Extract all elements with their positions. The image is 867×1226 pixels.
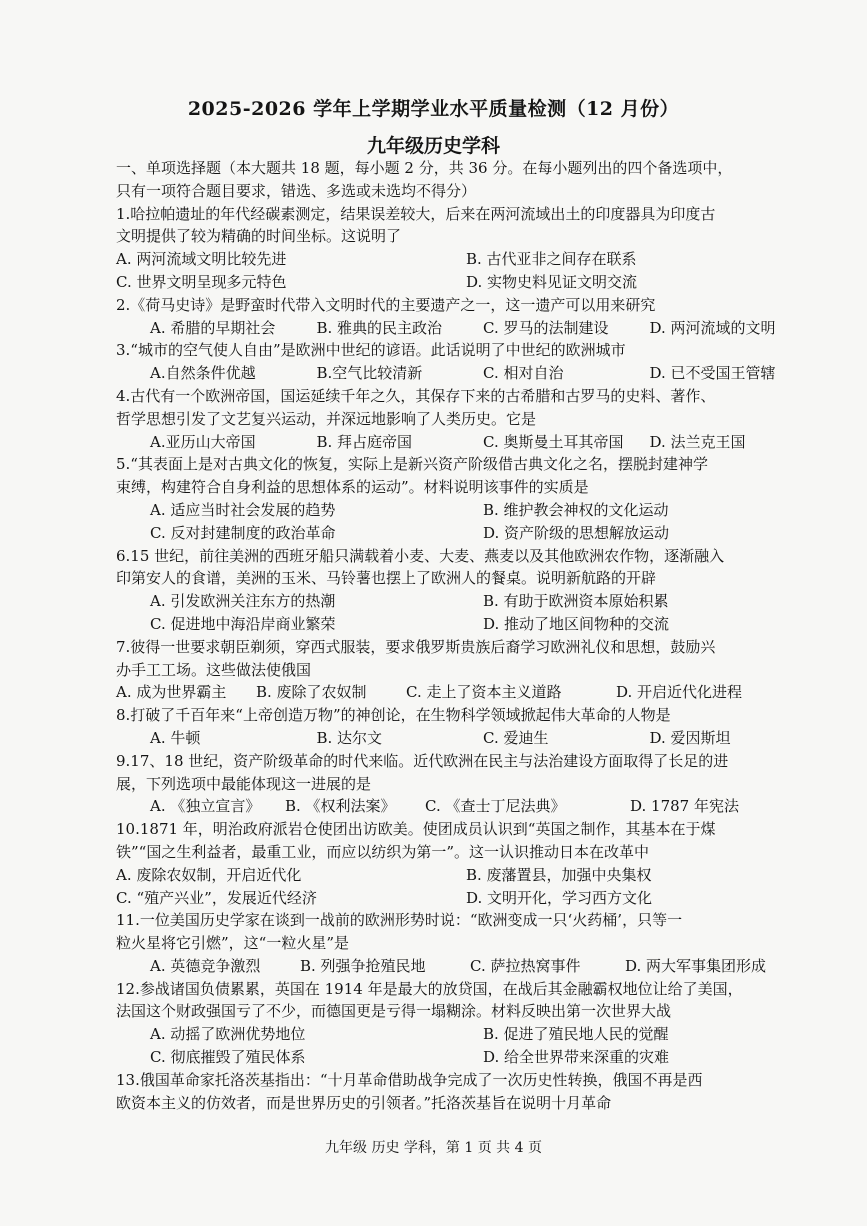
option-c: C. 爱迪生: [483, 728, 549, 747]
question-text: 印第安人的食谱，美洲的玉米、马铃薯也摆上了欧洲人的餐桌。说明新航路的开辟: [116, 569, 657, 588]
question-text: 文明提供了较为精确的时间坐标。这说明了: [116, 227, 402, 246]
question-4: [116, 385, 816, 453]
question-text: 铁”“国之生利益者，最重工业，而应以纺织为第一”。这一认识推动日本在改革中: [116, 842, 650, 861]
option-a: A. 适应当时社会发展的趋势: [150, 500, 336, 519]
option-d: D. 给全世界带来深重的灾难: [483, 1048, 670, 1067]
question-9: [116, 750, 816, 818]
question-12: [116, 978, 816, 1069]
question-text: 办手工工场。这些做法使俄国: [116, 660, 312, 679]
option-d: D. 两河流域的文明: [649, 318, 776, 337]
option-b: B. 列强争抢殖民地: [300, 956, 426, 975]
option-a: A. 英德竞争激烈: [150, 956, 261, 975]
question-text: 10.1871 年，明治政府派岩仓使团出访欧美。使团成员认识到“英国之制作，其基本在于煤: [116, 820, 716, 839]
options-row: [116, 955, 816, 978]
question-text: 哲学思想引发了文艺复兴运动，并深远地影响了人类历史。它是: [116, 409, 537, 428]
options-row: [116, 727, 816, 750]
options-row: [116, 795, 816, 818]
question-text: 束缚，构建符合自身利益的思想体系的运动”。材料说明该事件的实质是: [116, 478, 589, 497]
option-b: B. 促进了殖民地人民的觉醒: [483, 1025, 669, 1044]
question-text: 13.俄国革命家托洛茨基指出：“十月革命借助战争完成了一次历史性转换，俄国不再是西: [116, 1070, 703, 1089]
option-d: D. 法兰克王国: [649, 432, 746, 451]
question-text: 7.彼得一世要求朝臣剃须，穿西式服装，要求俄罗斯贵族后裔学习欧洲礼仪和思想，鼓励兴: [116, 637, 716, 656]
option-c: C. 世界文明呈现多元特色: [116, 272, 287, 291]
option-c: C. 罗马的法制建设: [483, 318, 609, 337]
option-d: D. 开启近代化进程: [616, 683, 743, 702]
option-a: A. 希腊的早期社会: [150, 318, 276, 337]
question-1: [116, 203, 816, 294]
option-c: C. 促进地中海沿岸商业繁荣: [150, 614, 336, 633]
options-row: [116, 431, 816, 454]
question-text: 粒火星将它引燃”，这“一粒火星”是: [116, 934, 350, 953]
option-a: A. 引发欧洲关注东方的热潮: [150, 592, 336, 611]
option-a: A. 《独立宣言》: [150, 797, 261, 816]
option-c: C. 《查士丁尼法典》: [425, 797, 566, 816]
option-b: B. 雅典的民主政治: [316, 318, 443, 337]
option-a: A.亚历山大帝国: [150, 432, 256, 451]
question-5: [116, 453, 816, 544]
option-d: D. 文明开化，学习西方文化: [466, 888, 653, 907]
option-b: B. 有助于欧洲资本原始积累: [483, 592, 669, 611]
options-row: [116, 248, 816, 271]
option-b: B. 达尔文: [316, 728, 383, 747]
question-text: 6.15 世纪，前往美洲的西班牙船只满载着小麦、大麦、燕麦以及其他欧洲农作物，逐渐融入: [116, 546, 725, 565]
option-a: A. 动摇了欧洲优势地位: [150, 1025, 306, 1044]
option-b: B.空气比较清新: [316, 364, 423, 383]
question-text: 12.参战诸国负债累累，英国在 1914 年是最大的放贷国，在战后其金融霸权地位让给了美国，: [116, 979, 743, 998]
options-row: [116, 1046, 816, 1069]
question-text: 3.“城市的空气使人自由”是欧洲中世纪的谚语。此话说明了中世纪的欧洲城市: [116, 341, 626, 360]
option-c: C. 相对自治: [483, 364, 564, 383]
option-b: B. 维护教会神权的文化运动: [483, 500, 669, 519]
question-text: 4.古代有一个欧洲帝国，国运延续千年之久，其保存下来的古希腊和古罗马的史料、著作、: [116, 386, 716, 405]
question-13: [116, 1069, 816, 1115]
question-10: [116, 818, 816, 909]
question-text: 欧资本主义的仿效者，而是世界历史的引领者。”托洛茨基旨在说明十月革命: [116, 1093, 612, 1112]
question-text: 11.一位美国历史学家在谈到一战前的欧洲形势时说：“欧洲变成一只‘火药桶’，只等一: [116, 911, 683, 930]
question-2: [116, 294, 816, 340]
option-a: A. 牛顿: [150, 728, 201, 747]
option-a: A. 两河流域文明比较先进: [116, 250, 287, 269]
options-row: [116, 499, 816, 522]
option-a: A.自然条件优越: [150, 364, 256, 383]
question-text: 5.“其表面上是对古典文化的恢复，实际上是新兴资产阶级借古典文化之名，摆脱封建神学: [116, 455, 708, 474]
option-b: B. 拜占庭帝国: [316, 432, 413, 451]
option-d: D. 实物史料见证文明交流: [466, 272, 638, 291]
question-6: [116, 545, 816, 636]
option-b: B. 古代亚非之间存在联系: [466, 250, 637, 269]
options-row: [116, 864, 816, 887]
option-d: D. 推动了地区间物种的交流: [483, 614, 670, 633]
question-3: [116, 339, 816, 385]
option-c: C. 反对封建制度的政治革命: [150, 523, 336, 542]
option-c: C. 走上了资本主义道路: [406, 683, 562, 702]
question-text: 8.打破了千百年来“上帝创造万物”的神创论，在生物科学领域掀起伟大革命的人物是: [116, 706, 671, 725]
option-d: D. 已不受国王管辖: [649, 364, 776, 383]
options-row: [116, 317, 816, 340]
exam-subtitle: 九年级历史学科: [366, 135, 500, 157]
question-text: 2.《荷马史诗》是野蛮时代带入文明时代的主要遗产之一，这一遗产可以用来研究: [116, 295, 656, 314]
exam-content: [116, 157, 816, 1114]
options-row: [116, 681, 816, 704]
option-d: D. 1787 年宪法: [630, 797, 739, 816]
option-c: C. 萨拉热窝事件: [470, 956, 581, 975]
option-c: C. 彻底摧毁了殖民体系: [150, 1048, 306, 1067]
option-a: A. 成为世界霸主: [116, 683, 227, 702]
question-text: 1.哈拉帕遗址的年代经碳素测定，结果误差较大，后来在两河流域出土的印度器具为印度古: [116, 204, 716, 223]
page-footer: 九年级 历史 学科，第 1 页 共 4 页: [325, 1140, 542, 1156]
options-row: [116, 1023, 816, 1046]
question-text: 9.17、18 世纪，资产阶级革命的时代来临。近代欧洲在民主与法治建设方面取得了长足的进: [116, 751, 729, 770]
options-row: [116, 887, 816, 910]
question-11: [116, 909, 816, 977]
option-b: B. 废除了农奴制: [256, 683, 367, 702]
option-d: D. 爱因斯坦: [649, 728, 731, 747]
option-b: B. 废藩置县，加强中央集权: [466, 865, 652, 884]
options-row: [116, 522, 816, 545]
question-text: 法国这个财政强国亏了不少，而德国更是亏得一塌糊涂。材料反映出第一次世界大战: [116, 1002, 672, 1021]
options-row: [116, 613, 816, 636]
question-7: [116, 636, 816, 704]
option-c: C. 奥斯曼土耳其帝国: [483, 432, 624, 451]
option-c: C. “殖产兴业”，发展近代经济: [116, 888, 317, 907]
option-d: D. 资产阶级的思想解放运动: [483, 523, 670, 542]
section-heading-line-1: 一、单项选择题（本大题共 18 题，每小题 2 分，共 36 分。在每小题列出的四个备选项中，: [116, 159, 733, 177]
section-heading-line-2: 只有一项符合题目要求，错选、多选或未选均不得分）: [116, 181, 477, 200]
option-a: A. 废除农奴制，开启近代化: [116, 865, 302, 884]
question-8: [116, 704, 816, 750]
options-row: [116, 590, 816, 613]
options-row: [116, 271, 816, 294]
options-row: [116, 362, 816, 385]
exam-title: 2025-2026 学年上学期学业水平质量检测（12 月份）: [187, 98, 680, 120]
question-text: 展，下列选项中最能体现这一进展的是: [116, 774, 372, 793]
option-b: B. 《权利法案》: [285, 797, 396, 816]
option-d: D. 两大军事集团形成: [625, 956, 767, 975]
